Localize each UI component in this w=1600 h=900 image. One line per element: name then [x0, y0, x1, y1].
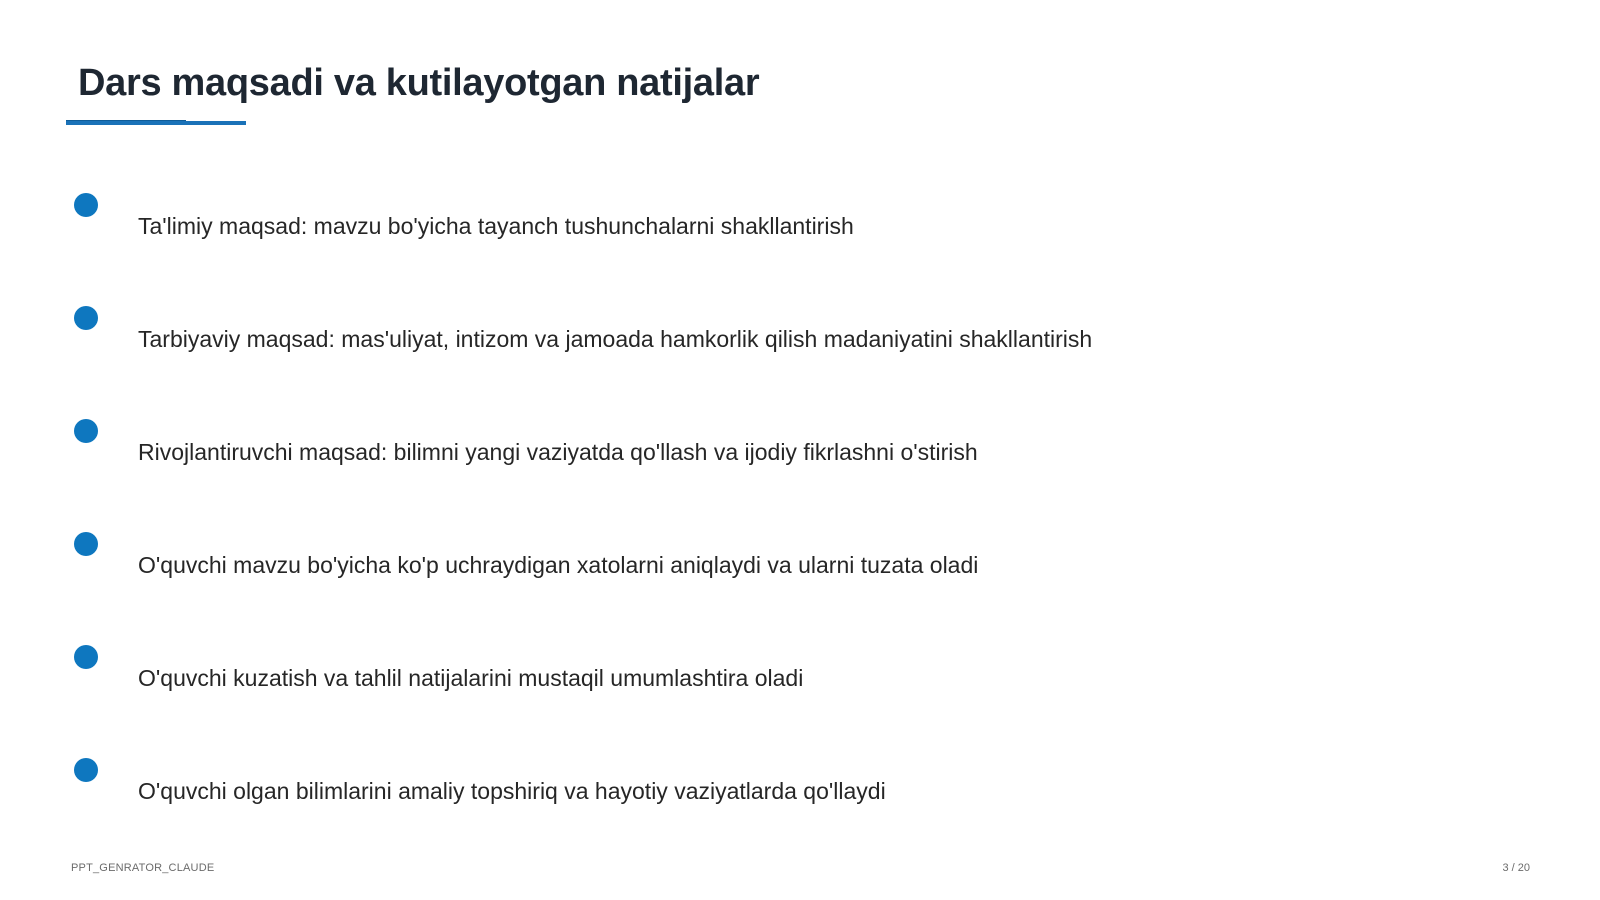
- slide-title: Dars maqsadi va kutilayotgan natijalar: [78, 62, 760, 104]
- bullet-text: O'quvchi mavzu bo'yicha ko'p uchraydigan xatolarni aniqlaydi va ularni tuzata oladi: [138, 552, 979, 578]
- bullet-dot-icon: [74, 306, 98, 330]
- bullet-dot-icon: [74, 419, 98, 443]
- page-indicator: 3 / 20: [1502, 862, 1530, 874]
- list-item: [0, 419, 1500, 479]
- bullet-text: Rivojlantiruvchi maqsad: bilimni yangi vaziyatda qo'llash va ijodiy fikrlashni o'stirish: [138, 439, 978, 465]
- list-item: [0, 645, 1500, 705]
- list-item: [0, 306, 1500, 366]
- bullet-text: Tarbiyaviy maqsad: mas'uliyat, intizom va jamoada hamkorlik qilish madaniyatini shakllantirish: [138, 326, 1093, 352]
- bullet-dot-icon: [74, 193, 98, 217]
- list-item: [0, 193, 1500, 253]
- bullet-text: O'quvchi kuzatish va tahlil natijalarini mustaqil umumlashtira oladi: [138, 665, 804, 691]
- list-item: [0, 532, 1500, 592]
- bullet-dot-icon: [74, 645, 98, 669]
- bullet-dot-icon: [74, 532, 98, 556]
- footer-brand: PPT_GENRATOR_CLAUDE: [71, 862, 215, 874]
- list-item: [0, 758, 1500, 818]
- bullet-text: Ta'limiy maqsad: mavzu bo'yicha tayanch tushunchalarni shakllantirish: [138, 213, 854, 239]
- bullet-text: O'quvchi olgan bilimlarini amaliy topshiriq va hayotiy vaziyatlarda qo'llaydi: [138, 778, 886, 804]
- bullet-dot-icon: [74, 758, 98, 782]
